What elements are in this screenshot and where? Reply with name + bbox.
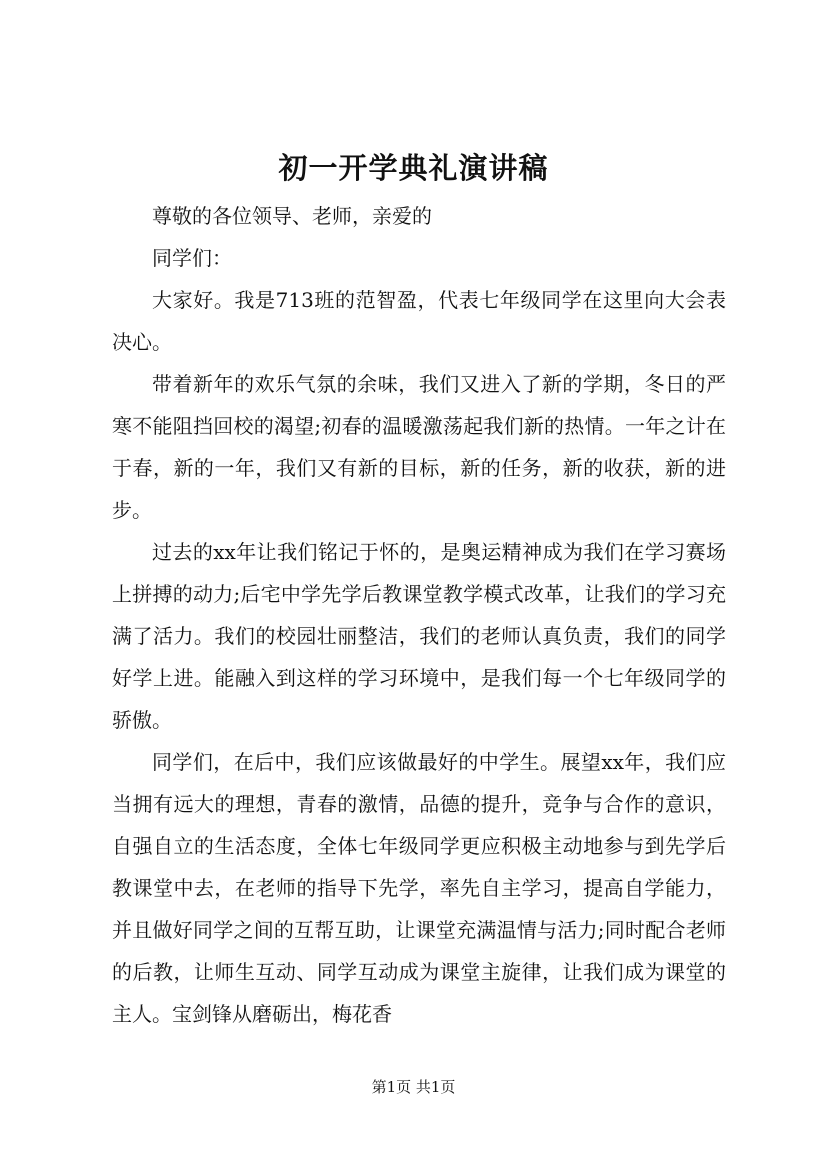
paragraph-outlook: 同学们，在后中，我们应该做最好的中学生。展望xx年，我们应当拥有远大的理想，青春的激情，品德的提升，竞争与合作的意识，自强自立的生活态度，全体七年级同学更应积极主动地参与到先学后教课堂中去，在老师的指导下先学，率先自主学习，提高自学能力，并且做好同学之间的互帮互助，让课堂充满温情与活力;同时配合老师的后教，让师生互动、同学互动成为课堂主旋律，让我们成为课堂的主人。宝剑锋从磨砺出，梅花香 <box>112 750 726 1026</box>
paragraph-greeting: 大家好。我是713班的范智盈，代表七年级同学在这里向大会表决心。 <box>112 288 726 354</box>
document-title: 初一开学典礼演讲稿 <box>278 151 549 185</box>
paragraph-past-year: 过去的xx年让我们铭记于怀的，是奥运精神成为我们在学习赛场上拼搏的动力;后宅中学先学后教课堂教学模式改革，让我们的学习充满了活力。我们的校园壮丽整洁，我们的老师认真负责，我们的同学好学上进。能融入到这样的学习环境中，是我们每一个七年级同学的骄傲。 <box>112 540 726 732</box>
paragraph-salutation: 尊敬的各位领导、老师，亲爱的 <box>152 204 432 228</box>
page-footer: 第1页 共1页 <box>371 1078 456 1096</box>
paragraph-new-semester: 带着新年的欢乐气氛的余味，我们又进入了新的学期，冬日的严寒不能阻挡回校的渴望;初春的温暖激荡起我们新的热情。一年之计在于春，新的一年，我们又有新的目标，新的任务，新的收获，新的进步。 <box>112 372 726 522</box>
document-body <box>112 195 726 1035</box>
paragraph-salutation-cont: 同学们： <box>152 246 232 270</box>
